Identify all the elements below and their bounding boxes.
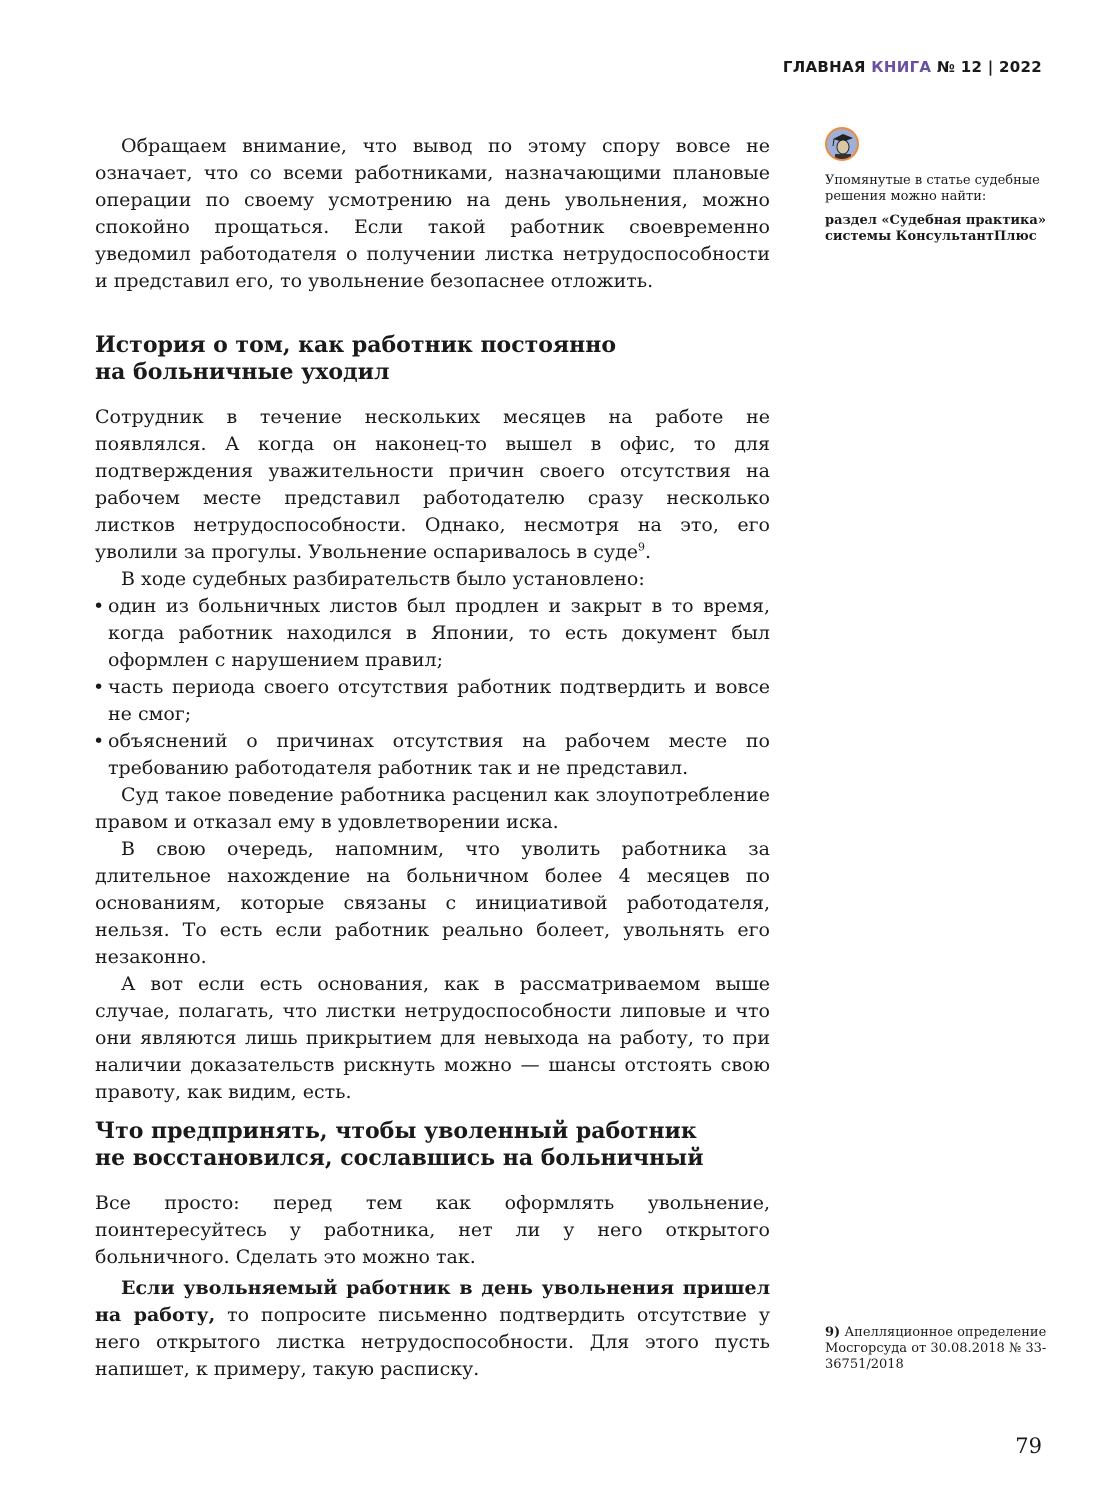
paragraph: А вот если есть основания, как в рассматриваемом выше случае, полагать, что листки нетрудоспособности липовые и что они являются лишь прикрытием для невыхода на работу, то при наличии доказательств рискнуть можно — шансы отстоять свою правоту, как видим, есть.	[95, 973, 770, 1103]
paragraph: Если увольняемый работник в день увольнения пришел на работу, то попросите письменно подтвердить отсутствие у него открытого листка нетрудоспособности. Для этого пусть напишет, к примеру, такую расписку.	[95, 1277, 770, 1380]
paragraph: Все просто: перед тем как оформлять увольнение, поинтересуйтесь у работника, нет ли у него открытого больничного. Сделать это можно так.	[95, 1192, 770, 1268]
brand-glavnaya: ГЛАВНАЯ	[782, 58, 866, 76]
findings-list	[95, 593, 770, 782]
list-item: • часть периода своего отсутствия работник подтвердить и вовсе не смог;	[95, 674, 770, 728]
sidebar-note: Упомянутые в статье судебные решения можно найти:	[825, 173, 1040, 204]
paragraph: В ходе судебных разбирательств было установлено:	[121, 568, 645, 590]
intro-paragraph: Обращаем внимание, что вывод по этому спору вовсе не означает, что со всеми работниками, назначающими плановые операции по своему усмотрению на день увольнения, можно спокойно прощаться. Если такой работник своевременно уведомил работодателя о получении листка нетрудоспособности и представил его, то увольнение безопаснее отложить.	[95, 135, 770, 292]
section-1-title: История о том, как работник постоянно на больничные уходил	[95, 332, 617, 385]
footnote-ref[interactable]: 9	[637, 540, 645, 554]
expert-avatar-icon	[825, 127, 859, 161]
paragraph: Сотрудник в течение нескольких месяцев на работе не появлялся. А когда он наконец-то вышел в офис, то для подтверждения уважительности причин своего отсутствия на рабочем месте представил работодателю сразу несколько листков нетрудоспособности. Однако, несмотря на это, его уволили за прогулы. Увольнение оспаривалось в суде$^9$.	[95, 406, 770, 563]
paragraph: Суд такое поведение работника расценил как злоупотребление правом и отказал ему в удовлетворении иска.	[95, 784, 770, 833]
running-header	[783, 58, 1042, 76]
issue-number: № 12 | 2022	[936, 58, 1042, 76]
list-item: • один из больничных листов был продлен и закрыт в то время, когда работник находился в Японии, то есть документ был оформлен с нарушением правил;	[95, 593, 770, 674]
paragraph: В свою очередь, напомним, что уволить работника за длительное нахождение на больничном более 4 месяцев по основаниям, которые связаны с инициативой работодателя, нельзя. То есть если работник реально болеет, увольнять его незаконно.	[95, 838, 770, 968]
section-1	[95, 332, 770, 1106]
brand-kniga: КНИГА	[871, 58, 932, 76]
footnote-9: 9) Апелляционное определение Мосгорсуда от 30.08.2018 № 33-36751/2018	[825, 1325, 1047, 1372]
list-item: • объяснений о причинах отсутствия на рабочем месте по требованию работодателя работник так и не представил.	[95, 728, 770, 782]
section-2	[95, 1118, 770, 1383]
intro-block	[95, 133, 770, 295]
section-2-title: Что предпринять, чтобы уволенный работник не восстановился, сославшись на больничный	[95, 1118, 704, 1171]
sidebar-source: раздел «Судебная практика» системы КонсультантПлюс	[825, 213, 1046, 244]
page-number: 79	[1015, 1434, 1042, 1458]
